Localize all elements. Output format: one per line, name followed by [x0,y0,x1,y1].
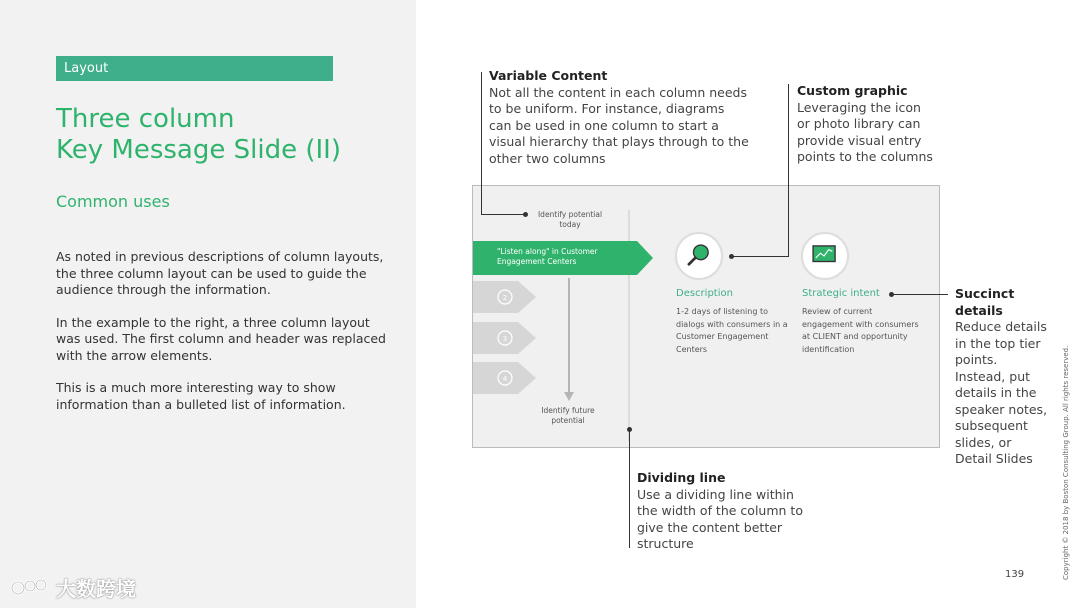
mini-identify-future: Identify future potential [541,406,595,425]
connector-variable-horizontal [481,214,525,215]
annotation-dividing-line [637,470,807,553]
slide-title [56,104,396,166]
mini-col2-heading: Strategic intent [802,288,880,299]
annotation-text: Not all the content in each column needs to be uniform. For instance, diagrams can be used in one column to start a visual hierarchy that plays through to the other two columns [489,84,749,166]
annotation-text: Use a dividing line within the width of the column to give the content better structure [637,486,803,551]
connector-variable-dot [523,212,528,217]
left-panel [0,0,416,608]
body-paragraphs [56,249,386,429]
mini-step-number-4: 4 [502,375,508,383]
page-number: 139 [1005,569,1025,580]
mini-vertical-arrow-head [564,392,574,401]
annotation-succinct-details [955,286,1050,468]
body-paragraph: This is a much more interesting way to show information than a bulleted list of information. [56,380,346,412]
connector-succinct-horizontal [893,294,948,295]
slide-title-line2: Key Message Slide (II) [56,135,341,165]
connector-succinct-dot [889,292,894,297]
layout-tag: Layout [56,56,333,81]
monitor-chart-icon [803,234,847,278]
mini-listen-along: "Listen along" in Customer Engagement Centers [497,247,598,266]
mini-step-number-3: 3 [502,335,508,343]
connector-dividing-vertical [629,430,630,548]
body-paragraph: In the example to the right, a three column layout was used. The first column and header was replaced with the arrow elements. [56,314,386,363]
example-slide-thumbnail [472,185,940,448]
annotation-heading: Custom graphic [797,83,908,98]
connector-custom-vertical [788,84,789,256]
body-paragraph: As noted in previous descriptions of column layouts, the three column layout can be used to guide the audience through the information. [56,249,384,297]
magnifier-icon-circle [675,232,723,280]
watermark-logo-icon [10,576,50,600]
copyright-notice: Copyright © 2018 by Boston Consulting Group. All rights reserved. [1062,345,1070,580]
mini-identify-potential: Identify potential today [537,210,603,229]
annotation-heading: Variable Content [489,68,608,83]
connector-dividing-dot [627,427,632,432]
annotation-text: Reduce details in the top tier points. Instead, put details in the speaker notes, subsequent slides, or Detail Slides [955,319,1048,466]
monitor-chart-icon-circle [801,232,849,280]
annotation-custom-graphic [797,83,937,166]
mini-col2-body: Review of current engagement with consumers at CLIENT and opportunity identification [802,307,919,354]
mini-col1-body: 1-2 days of listening to dialogs with consumers in a Customer Engagement Centers [676,307,788,354]
mini-col1-heading: Description [676,288,733,299]
common-uses-heading: Common uses [56,192,170,211]
slide-title-line1: Three column [56,104,235,134]
connector-custom-dot [729,254,734,259]
connector-custom-horizontal [733,256,789,257]
annotation-text: Leveraging the icon or photo library can provide visual entry points to the columns [797,99,933,164]
annotation-heading: Succinct details [955,286,1015,318]
magnifier-icon [677,234,721,278]
watermark-text: 大数跨境 [56,577,136,601]
mini-step-number-2: 2 [502,294,508,302]
watermark [10,573,136,602]
connector-variable-vertical [481,72,482,214]
annotation-heading: Dividing line [637,470,726,485]
annotation-variable-content [489,68,749,167]
